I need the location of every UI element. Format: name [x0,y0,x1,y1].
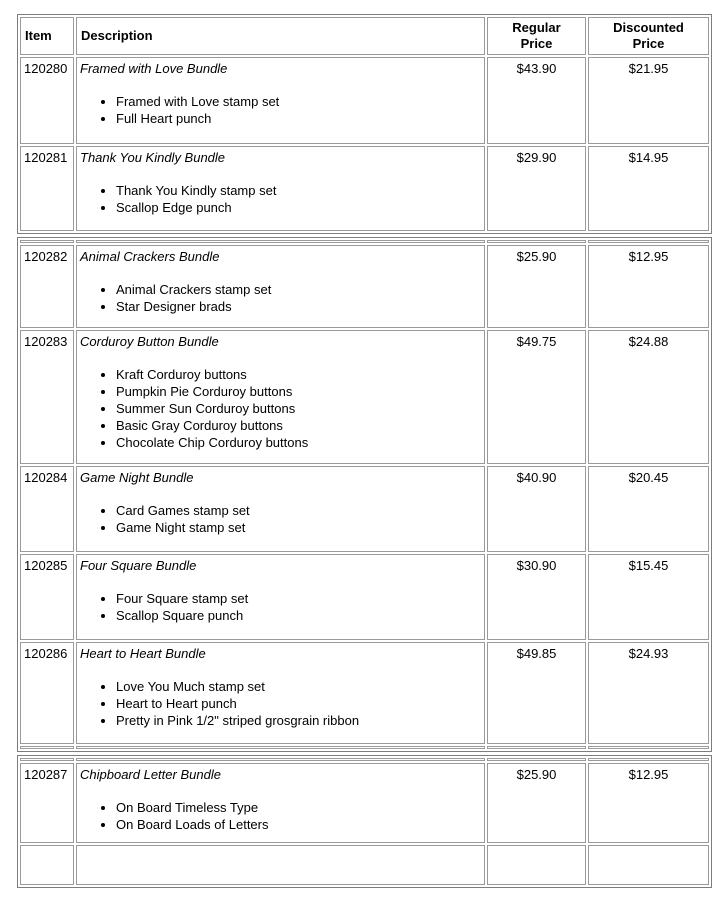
discounted-header-line2: Price [632,36,665,51]
regular-price: $25.90 [487,245,586,328]
discounted-price: $24.93 [588,642,709,744]
row-120285 [20,554,709,640]
empty-cell [20,240,74,243]
component-item: • Pretty in Pink 1/2" striped grosgrain ribbon [116,712,481,729]
col-header-item: Item [20,17,74,55]
component-list [80,590,481,624]
component-item: • Chocolate Chip Corduroy buttons [116,434,481,451]
description-cell [76,146,485,231]
empty-row [20,845,709,885]
bundle-name: Animal Crackers Bundle [80,249,220,264]
price-table-bottom [17,755,712,888]
description-cell [76,57,485,144]
description-cell [76,763,485,843]
empty-cell [487,240,586,243]
col-header-discounted-price [588,17,709,55]
component-item: • Full Heart punch [116,110,481,127]
component-item: • On Board Loads of Letters [116,816,481,833]
component-list [80,182,481,216]
empty-cell [588,240,709,243]
item-number: 120286 [20,642,74,744]
empty-cell [76,845,485,885]
item-number: 120287 [20,763,74,843]
row-120280 [20,57,709,144]
row-120283 [20,330,709,464]
item-number: 120281 [20,146,74,231]
discounted-price: $15.45 [588,554,709,640]
empty-cell [588,845,709,885]
component-item: • Star Designer brads [116,298,481,315]
row-120281 [20,146,709,231]
component-list [80,678,481,729]
spacer-row [20,758,709,761]
description-cell [76,245,485,328]
spacer-row [20,746,709,749]
item-number: 120280 [20,57,74,144]
component-list [80,366,481,451]
component-item: • Summer Sun Corduroy buttons [116,400,481,417]
spacer-row [20,240,709,243]
regular-price: $43.90 [487,57,586,144]
empty-cell [487,746,586,749]
row-120284 [20,466,709,552]
regular-price: $49.85 [487,642,586,744]
empty-cell [76,746,485,749]
component-list [80,93,481,127]
discounted-price: $24.88 [588,330,709,464]
component-item: • Basic Gray Corduroy buttons [116,417,481,434]
description-cell [76,642,485,744]
component-list [80,502,481,536]
component-item: • Heart to Heart punch [116,695,481,712]
regular-header-line2: Price [520,36,553,51]
component-item: • Thank You Kindly stamp set [116,182,481,199]
discounted-price: $21.95 [588,57,709,144]
discounted-header-line1: Discounted [613,20,684,35]
row-120287 [20,763,709,843]
component-item: • Love You Much stamp set [116,678,481,695]
empty-cell [76,240,485,243]
component-list [80,799,481,833]
component-item: • Pumpkin Pie Corduroy buttons [116,383,481,400]
component-item: • Game Night stamp set [116,519,481,536]
empty-cell [20,746,74,749]
bundle-name: Framed with Love Bundle [80,61,228,76]
bundle-name: Chipboard Letter Bundle [80,767,221,782]
empty-cell [20,845,74,885]
regular-price: $49.75 [487,330,586,464]
empty-cell [487,845,586,885]
description-cell [76,554,485,640]
component-item: • Four Square stamp set [116,590,481,607]
item-number: 120283 [20,330,74,464]
discounted-price: $12.95 [588,245,709,328]
discounted-price: $14.95 [588,146,709,231]
price-table-middle [17,237,712,752]
regular-price: $29.90 [487,146,586,231]
price-table-top [17,14,712,234]
bundle-name: Heart to Heart Bundle [80,646,206,661]
table-header-row [20,17,709,55]
component-item: • Animal Crackers stamp set [116,281,481,298]
component-item: • Scallop Edge punch [116,199,481,216]
component-item: • Framed with Love stamp set [116,93,481,110]
empty-cell [76,758,485,761]
item-number: 120285 [20,554,74,640]
bundle-name: Corduroy Button Bundle [80,334,219,349]
bundle-name: Four Square Bundle [80,558,197,573]
empty-cell [588,746,709,749]
regular-header-line1: Regular [512,20,561,35]
regular-price: $40.90 [487,466,586,552]
component-item: • Card Games stamp set [116,502,481,519]
bundle-name: Thank You Kindly Bundle [80,150,226,165]
col-header-regular-price [487,17,586,55]
component-list [80,281,481,315]
regular-price: $25.90 [487,763,586,843]
bundle-name: Game Night Bundle [80,470,194,485]
empty-cell [20,758,74,761]
component-item: • Kraft Corduroy buttons [116,366,481,383]
discounted-price: $12.95 [588,763,709,843]
description-cell [76,330,485,464]
item-number: 120284 [20,466,74,552]
component-item: • On Board Timeless Type [116,799,481,816]
discounted-price: $20.45 [588,466,709,552]
empty-cell [588,758,709,761]
component-item: • Scallop Square punch [116,607,481,624]
row-120286 [20,642,709,744]
row-120282 [20,245,709,328]
regular-price: $30.90 [487,554,586,640]
description-cell [76,466,485,552]
empty-cell [487,758,586,761]
item-number: 120282 [20,245,74,328]
col-header-description: Description [76,17,485,55]
